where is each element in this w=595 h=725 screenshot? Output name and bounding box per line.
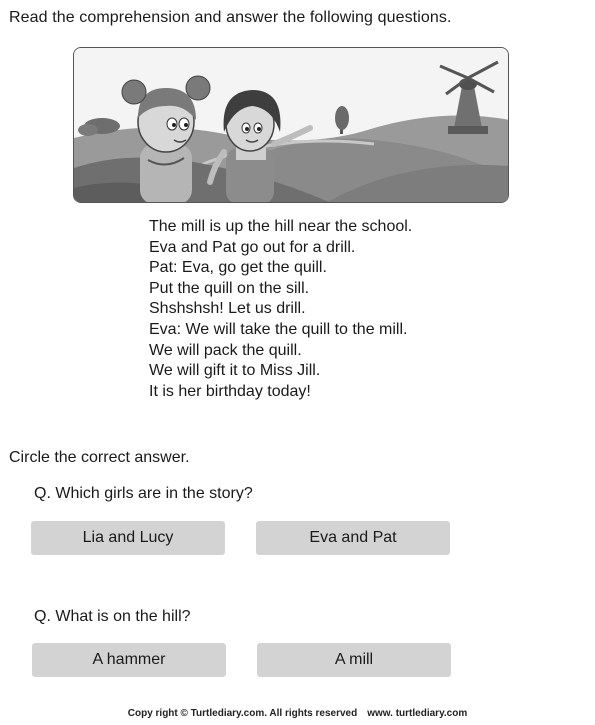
story-illustration [73,47,509,203]
instruction-heading: Read the comprehension and answer the following questions. [9,9,452,26]
answer-option-a-mill[interactable]: A mill [257,643,451,677]
story-line: We will gift it to Miss Jill. [149,362,321,380]
story-line: We will pack the quill. [149,341,302,359]
story-line: Put the quill on the sill. [149,279,310,297]
story-text [149,217,412,402]
circle-prompt: Circle the correct answer. [9,449,190,466]
story-line: Eva and Pat go out for a drill. [149,238,356,256]
footer-copyright: Copy right © Turtlediary.com. All rights reserved [127,708,358,719]
story-line: Pat: Eva, go get the quill. [149,259,327,277]
answer-option-eva-and-pat[interactable]: Eva and Pat [256,521,450,555]
story-line: Shshshsh! Let us drill. [149,300,306,318]
story-line: Eva: We will take the quill to the mill. [149,320,408,338]
question-2: Q. What is on the hill? [34,608,191,625]
answer-option-lia-and-lucy[interactable]: Lia and Lucy [31,521,225,555]
story-line: The mill is up the hill near the school. [149,218,413,235]
illustration-graphic [74,48,509,203]
story-line: It is her birthday today! [149,382,311,400]
question-1: Q. Which girls are in the story? [34,485,253,502]
answer-option-a-hammer[interactable]: A hammer [32,643,226,677]
footer [0,708,595,719]
footer-url: www. turtlediary.com [367,708,468,719]
